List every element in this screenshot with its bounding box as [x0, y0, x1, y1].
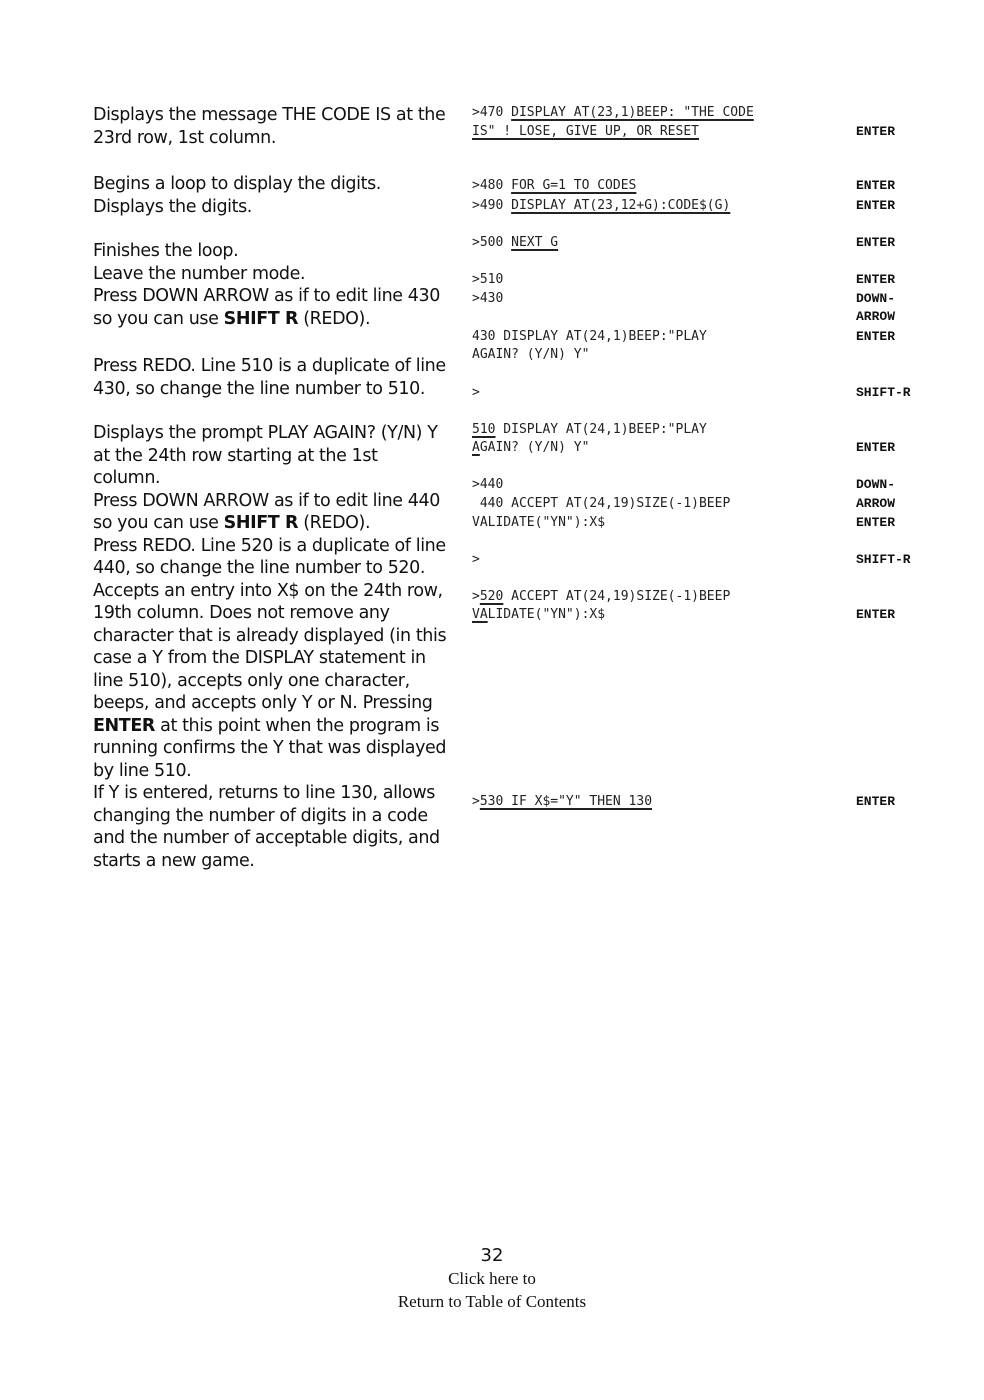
code-line-510-edit-cont	[472, 439, 589, 458]
toc-link-line1[interactable]: Click here to	[448, 1269, 536, 1288]
key-enter: ENTER	[856, 124, 896, 139]
desc-line: Finishes the loop.	[93, 241, 239, 261]
desc-line: case a Y from the DISPLAY statement in	[93, 648, 426, 668]
key-enter: ENTER	[856, 329, 896, 344]
code-line-510-edit	[472, 421, 707, 440]
code-body: DISPLAY AT(23,1)BEEP: "THE CODE	[511, 105, 754, 120]
code-line-number: 510	[472, 422, 496, 437]
key-enter: ENTER	[856, 794, 896, 809]
desc-line: line 510), accepts only one character,	[93, 670, 410, 691]
desc-play-again	[93, 422, 453, 872]
code-line-440-listing: 440 ACCEPT AT(24,19)SIZE(-1)BEEP	[472, 496, 731, 511]
code-line-480	[472, 177, 636, 196]
desc-line: Displays the message THE CODE IS at the	[93, 105, 446, 125]
key-enter: ENTER	[856, 235, 896, 250]
desc-redo-510	[93, 355, 453, 400]
desc-line: at the 24th row starting at the 1st	[93, 445, 378, 466]
desc-finish-loop	[93, 240, 453, 330]
desc-line: 440, so change the line number to 520.	[93, 558, 426, 578]
key-enter: ENTER	[856, 607, 896, 622]
desc-line: Press REDO. Line 520 is a duplicate of line	[93, 535, 446, 556]
desc-line	[93, 308, 453, 331]
code-prefix: >490	[472, 198, 512, 213]
key-enter: ENTER	[856, 272, 896, 287]
code-body: IS" ! LOSE, GIVE UP, OR RESET	[472, 124, 699, 139]
desc-line: 19th column. Does not remove any	[93, 603, 390, 623]
desc-text: (REDO).	[298, 308, 371, 329]
code-line-430-listing-cont: AGAIN? (Y/N) Y"	[472, 347, 590, 362]
code-body: A	[472, 440, 480, 455]
code-prefix: >	[472, 589, 480, 604]
code-line-510: >510	[472, 272, 504, 287]
key-down-arrow-cont: ARROW	[856, 309, 896, 324]
desc-line: Leave the number mode.	[93, 263, 306, 284]
desc-line: changing the number of digits in a code	[93, 805, 428, 826]
code-line-500	[472, 234, 558, 253]
code-line-470	[472, 104, 754, 123]
desc-line: character that is already displayed (in this	[93, 625, 447, 646]
code-prefix: >470	[472, 105, 512, 120]
desc-line: Press DOWN ARROW as if to edit line 430	[93, 286, 440, 306]
code-prefix: >	[472, 794, 480, 809]
code-line-440: >440	[472, 477, 504, 492]
desc-line: Displays the digits.	[93, 196, 252, 217]
toc-link-line2[interactable]: Return to Table of Contents	[397, 1292, 587, 1311]
code-line-470-cont	[472, 123, 699, 142]
code-line-number: 520	[479, 589, 504, 604]
code-body: ACCEPT AT(24,19)SIZE(-1)BEEP	[503, 589, 731, 604]
key-shift-r: SHIFT-R	[856, 385, 911, 400]
key-down-arrow: DOWN-	[856, 477, 896, 492]
code-prompt: >	[472, 385, 480, 400]
key-enter: ENTER	[856, 178, 896, 193]
desc-text: (REDO).	[298, 513, 371, 533]
code-body: NEXT G	[511, 235, 559, 250]
key-down-arrow: DOWN-	[856, 291, 896, 306]
desc-bold-key: SHIFT R	[223, 513, 299, 533]
key-enter: ENTER	[856, 440, 896, 455]
code-line-440-listing-cont: VALIDATE("YN"):X$	[472, 515, 606, 530]
desc-line: Displays the prompt PLAY AGAIN? (Y/N) Y	[93, 423, 438, 443]
code-prompt: >	[472, 552, 480, 567]
code-body: DISPLAY AT(23,12+G):CODE$(G)	[511, 198, 731, 213]
code-line-530	[472, 793, 652, 812]
desc-line: column.	[93, 468, 161, 488]
desc-line: Press REDO. Line 510 is a duplicate of line	[93, 356, 446, 376]
desc-line: running confirms the Y that was displayed	[93, 738, 447, 758]
code-line-490	[472, 197, 730, 216]
code-line-520	[472, 588, 730, 607]
desc-bold-key: ENTER	[93, 715, 155, 736]
code-body: LIDATE("YN"):X$	[487, 607, 606, 622]
code-prefix: >500	[472, 235, 512, 250]
key-enter: ENTER	[856, 198, 896, 213]
page-number: 32	[480, 1245, 504, 1266]
desc-text: so you can use	[93, 513, 224, 533]
key-down-arrow-cont: ARROW	[856, 496, 896, 511]
code-body: DISPLAY AT(24,1)BEEP:"PLAY	[495, 422, 707, 437]
key-enter: ENTER	[856, 515, 896, 530]
desc-line: Begins a loop to display the digits.	[93, 174, 381, 194]
desc-text: so you can use	[93, 308, 224, 329]
key-shift-r: SHIFT-R	[856, 552, 911, 567]
code-line-430-listing: 430 DISPLAY AT(24,1)BEEP:"PLAY	[472, 329, 707, 344]
code-prefix: >480	[472, 178, 512, 193]
desc-line	[93, 715, 453, 738]
code-body: FOR G=1 TO CODES	[511, 178, 637, 193]
desc-loop	[93, 173, 453, 218]
desc-line: 430, so change the line number to 510.	[93, 378, 426, 399]
code-body: 530 IF X$="Y" THEN 130	[479, 794, 653, 809]
desc-line: and the number of acceptable digits, and	[93, 828, 440, 848]
code-line-430: >430	[472, 291, 504, 306]
code-body: VA	[472, 607, 488, 622]
desc-line	[93, 512, 453, 535]
desc-line: Press DOWN ARROW as if to edit line 440	[93, 490, 440, 511]
code-line-520-cont	[472, 606, 605, 625]
desc-line: beeps, and accepts only Y or N. Pressing	[93, 693, 433, 713]
desc-line: 23rd row, 1st column.	[93, 127, 277, 148]
desc-line: by line 510.	[93, 760, 192, 781]
desc-bold-key: SHIFT R	[223, 308, 299, 329]
desc-line: starts a new game.	[93, 850, 255, 871]
desc-line: If Y is entered, returns to line 130, allows	[93, 783, 435, 803]
code-body: GAIN? (Y/N) Y"	[479, 440, 590, 455]
desc-display-code	[93, 104, 453, 149]
desc-text: at this point when the program is	[154, 715, 440, 736]
desc-line: Accepts an entry into X$ on the 24th row,	[93, 580, 443, 601]
